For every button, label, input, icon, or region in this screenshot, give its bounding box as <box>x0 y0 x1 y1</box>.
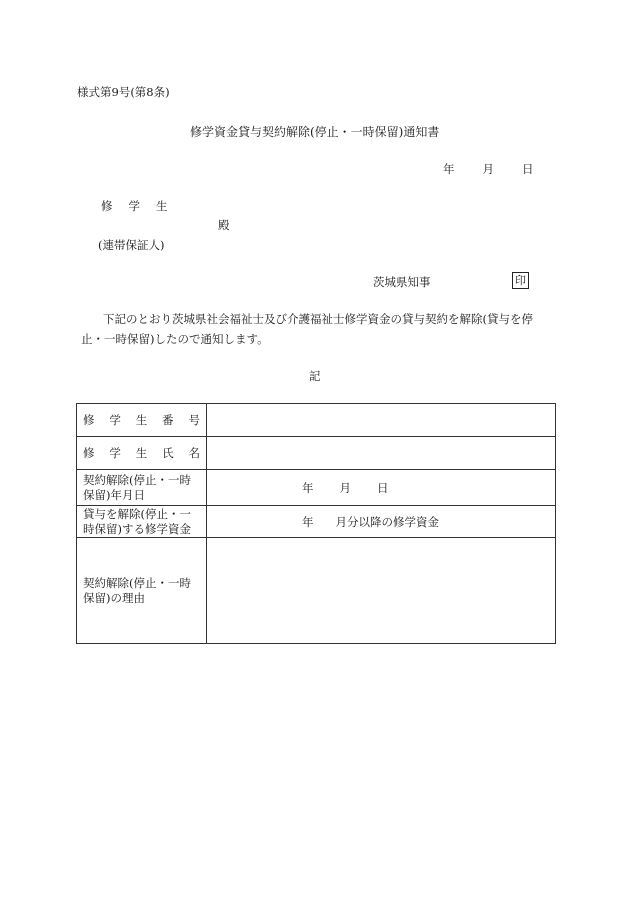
recipient-honorific: 殿 <box>218 218 230 232</box>
reason-field[interactable] <box>207 538 556 644</box>
cancel-date-value <box>302 480 389 496</box>
date-month: 月 <box>339 480 351 495</box>
date-month: 月 <box>482 162 494 176</box>
reason-label <box>77 538 207 644</box>
label-line: 保留)年月日 <box>83 487 145 502</box>
page-title: 修学資金貸与契約解除(停止・一時保留)通知書 <box>190 125 440 139</box>
table-row <box>77 506 556 538</box>
cancel-date-field[interactable] <box>207 470 556 506</box>
label-char: 氏 <box>162 445 174 460</box>
label-char: 学 <box>109 412 121 427</box>
label-char: 修 <box>83 412 95 427</box>
date-day: 日 <box>522 162 534 176</box>
cancel-date-label <box>77 470 207 506</box>
student-name-label <box>77 437 207 470</box>
student-number-field[interactable] <box>207 404 556 437</box>
label-char: 名 <box>188 445 200 460</box>
recipient-student-label: 修学生 <box>101 199 184 213</box>
label-line: 契約解除(停止・一時 <box>83 575 191 590</box>
table-row <box>77 538 556 644</box>
label-line: 契約解除(停止・一時 <box>83 472 191 487</box>
label-char: 学 <box>109 445 121 460</box>
loan-value <box>302 514 439 530</box>
date-day: 日 <box>377 480 389 495</box>
seal-mark: 印 <box>512 272 529 289</box>
guarantor-label: (連帯保証人) <box>98 238 165 252</box>
issue-date <box>443 161 534 177</box>
ki-label: 記 <box>309 369 321 383</box>
body-line-2: 止・一時保留)したので通知します。 <box>81 332 269 346</box>
label-line: 貸与を解除(停止・一 <box>83 506 191 521</box>
student-number-label <box>77 404 207 437</box>
body-line-1: 下記のとおり茨城県社会福祉士及び介護福祉士修学資金の貸与契約を解除(貸与を停 <box>103 312 533 326</box>
loan-value-rest: 月分以降の修学資金 <box>335 514 439 529</box>
date-year: 年 <box>302 480 314 495</box>
table-row <box>77 437 556 470</box>
body-text <box>77 309 557 349</box>
table-row <box>77 470 556 506</box>
student-name-field[interactable] <box>207 437 556 470</box>
label-line: 時保留)する修学資金 <box>83 521 191 536</box>
label-char: 修 <box>83 445 95 460</box>
issuer-name: 茨城県知事 <box>373 275 431 289</box>
label-char: 号 <box>188 412 200 427</box>
label-line: 保留)の理由 <box>83 590 145 605</box>
loan-label <box>77 506 207 538</box>
details-table <box>76 403 556 644</box>
date-year: 年 <box>443 162 455 176</box>
table-row <box>77 404 556 437</box>
label-char: 番 <box>162 412 174 427</box>
form-number: 様式第9号(第8条) <box>77 85 170 99</box>
label-char: 生 <box>135 445 148 460</box>
label-char: 生 <box>135 412 148 427</box>
loan-field[interactable] <box>207 506 556 538</box>
date-year: 年 <box>302 514 314 529</box>
